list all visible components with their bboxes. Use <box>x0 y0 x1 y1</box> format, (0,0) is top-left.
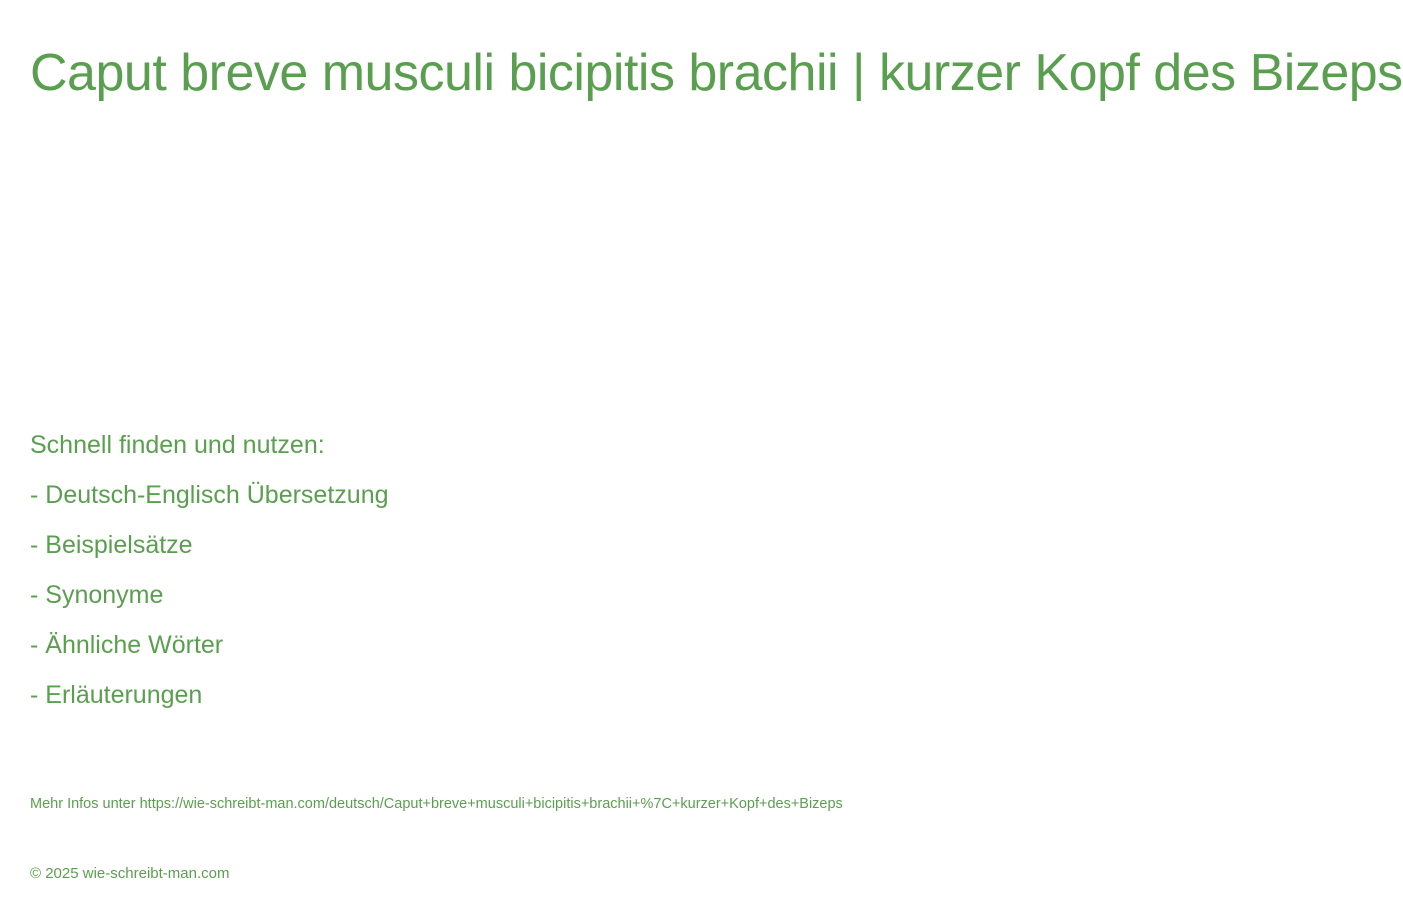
feature-item-synonyms: - Synonyme <box>30 581 164 609</box>
feature-list <box>30 420 389 720</box>
page-title: Caput breve musculi bicipitis brachii | kurzer Kopf des Bizeps <box>30 44 1403 102</box>
feature-item-similar-words: - Ähnliche Wörter <box>30 631 224 659</box>
feature-item-explanations: - Erläuterungen <box>30 681 203 709</box>
feature-item-example-sentences: - Beispielsätze <box>30 531 193 559</box>
feature-list-heading: Schnell finden und nutzen: <box>30 431 325 459</box>
copyright-notice: © 2025 wie-schreibt-man.com <box>30 865 230 882</box>
feature-item-translation: - Deutsch-Englisch Übersetzung <box>30 481 389 509</box>
more-info-link: Mehr Infos unter https://wie-schreibt-man.com/deutsch/Caput+breve+musculi+bicipitis+brachii+%7C+kurzer+Kopf+des+Bizeps <box>30 796 843 812</box>
